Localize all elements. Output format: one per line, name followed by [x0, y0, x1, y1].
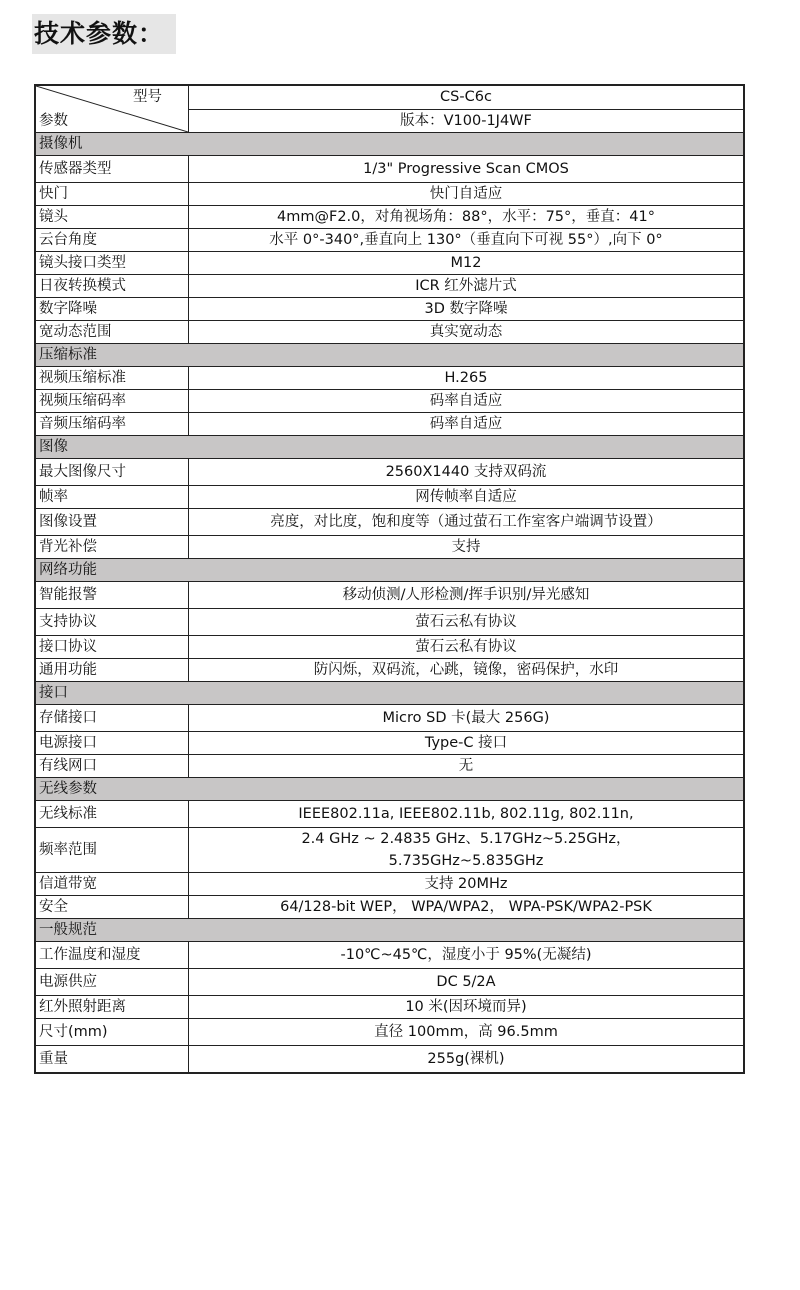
- section-row: [35, 133, 744, 156]
- spec-value: IEEE802.11a, IEEE802.11b, 802.11g, 802.11n,: [189, 801, 745, 828]
- spec-row: [35, 942, 744, 969]
- spec-row: [35, 367, 744, 390]
- spec-row: [35, 413, 744, 436]
- section-title: 摄像机: [35, 133, 744, 156]
- spec-row: [35, 459, 744, 486]
- spec-label: 快门: [35, 183, 189, 206]
- spec-value: 萤石云私有协议: [189, 609, 745, 636]
- spec-value: 防闪烁，双码流，心跳，镜像，密码保护，水印: [189, 659, 745, 682]
- spec-value: 码率自适应: [189, 413, 745, 436]
- spec-row: [35, 755, 744, 778]
- spec-value: 水平 0°-340°,垂直向上 130°（垂直向下可视 55°）,向下 0°: [189, 229, 745, 252]
- spec-value: 3D 数字降噪: [189, 298, 745, 321]
- header-corner-cell: [35, 85, 189, 133]
- corner-model-label: 型号: [133, 89, 162, 105]
- spec-label: 安全: [35, 896, 189, 919]
- spec-value: ICR 红外滤片式: [189, 275, 745, 298]
- spec-row: [35, 732, 744, 755]
- section-row: [35, 919, 744, 942]
- spec-row: [35, 873, 744, 896]
- spec-label: 传感器类型: [35, 156, 189, 183]
- spec-label: 工作温度和湿度: [35, 942, 189, 969]
- spec-value: 网传帧率自适应: [189, 486, 745, 509]
- spec-value: -10℃~45℃，湿度小于 95%(无凝结): [189, 942, 745, 969]
- spec-row: [35, 996, 744, 1019]
- spec-label: 尺寸(mm): [35, 1019, 189, 1046]
- spec-label: 频率范围: [35, 828, 189, 873]
- spec-value: Type-C 接口: [189, 732, 745, 755]
- spec-label: 视频压缩标准: [35, 367, 189, 390]
- spec-label: 信道带宽: [35, 873, 189, 896]
- spec-value: 255g(裸机): [189, 1046, 745, 1074]
- spec-value-line: 5.735GHz~5.835GHz: [388, 853, 544, 869]
- spec-row: [35, 229, 744, 252]
- section-row: [35, 682, 744, 705]
- spec-label: 红外照射距离: [35, 996, 189, 1019]
- spec-label: 重量: [35, 1046, 189, 1074]
- spec-value: 10 米(因环境而异): [189, 996, 745, 1019]
- spec-value: 亮度，对比度，饱和度等（通过萤石工作室客户端调节设置）: [189, 509, 745, 536]
- spec-value: 2560X1440 支持双码流: [189, 459, 745, 486]
- spec-label: 存储接口: [35, 705, 189, 732]
- spec-row: [35, 390, 744, 413]
- spec-row: [35, 636, 744, 659]
- section-row: [35, 778, 744, 801]
- spec-row: [35, 509, 744, 536]
- spec-row: [35, 659, 744, 682]
- page-title: 技术参数：: [32, 14, 176, 54]
- spec-row: [35, 828, 744, 873]
- spec-row: [35, 609, 744, 636]
- version-value: 版本：V100-1J4WF: [189, 109, 745, 133]
- spec-row: [35, 582, 744, 609]
- spec-value: 萤石云私有协议: [189, 636, 745, 659]
- spec-label: 支持协议: [35, 609, 189, 636]
- section-title: 网络功能: [35, 559, 744, 582]
- spec-row: [35, 1019, 744, 1046]
- section-title: 压缩标准: [35, 344, 744, 367]
- spec-row: [35, 896, 744, 919]
- spec-label: 有线网口: [35, 755, 189, 778]
- spec-row: [35, 321, 744, 344]
- spec-value: H.265: [189, 367, 745, 390]
- section-title: 接口: [35, 682, 744, 705]
- spec-label: 数字降噪: [35, 298, 189, 321]
- spec-value: [189, 828, 745, 873]
- spec-row: [35, 969, 744, 996]
- spec-value: 1/3" Progressive Scan CMOS: [189, 156, 745, 183]
- spec-table: [34, 84, 745, 1074]
- spec-label: 电源接口: [35, 732, 189, 755]
- spec-value-line: 2.4 GHz ~ 2.4835 GHz、5.17GHz~5.25GHz，: [301, 831, 631, 847]
- spec-label: 通用功能: [35, 659, 189, 682]
- spec-value: 无: [189, 755, 745, 778]
- spec-value: 移动侦测/人形检测/挥手识别/异光感知: [189, 582, 745, 609]
- header-row-model: [35, 85, 744, 109]
- spec-row: [35, 1046, 744, 1074]
- spec-row: [35, 298, 744, 321]
- spec-label: 无线标准: [35, 801, 189, 828]
- spec-value: 64/128-bit WEP， WPA/WPA2， WPA-PSK/WPA2-PSK: [189, 896, 745, 919]
- spec-value: 码率自适应: [189, 390, 745, 413]
- spec-row: [35, 156, 744, 183]
- section-title: 一般规范: [35, 919, 744, 942]
- spec-label: 接口协议: [35, 636, 189, 659]
- section-row: [35, 436, 744, 459]
- spec-value: Micro SD 卡(最大 256G): [189, 705, 745, 732]
- spec-label: 镜头接口类型: [35, 252, 189, 275]
- corner-param-label: 参数: [39, 113, 68, 129]
- spec-row: [35, 801, 744, 828]
- section-row: [35, 559, 744, 582]
- spec-label: 音频压缩码率: [35, 413, 189, 436]
- spec-label: 云台角度: [35, 229, 189, 252]
- spec-value: 直径 100mm，高 96.5mm: [189, 1019, 745, 1046]
- spec-value: 快门自适应: [189, 183, 745, 206]
- section-row: [35, 344, 744, 367]
- spec-table-body: [35, 85, 744, 1073]
- spec-label: 电源供应: [35, 969, 189, 996]
- spec-label: 日夜转换模式: [35, 275, 189, 298]
- spec-label: 图像设置: [35, 509, 189, 536]
- spec-value: 真实宽动态: [189, 321, 745, 344]
- spec-value: M12: [189, 252, 745, 275]
- spec-row: [35, 536, 744, 559]
- spec-label: 最大图像尺寸: [35, 459, 189, 486]
- spec-label: 镜头: [35, 206, 189, 229]
- spec-label: 背光补偿: [35, 536, 189, 559]
- spec-value: 4mm@F2.0，对角视场角：88°，水平：75°，垂直：41°: [189, 206, 745, 229]
- spec-row: [35, 486, 744, 509]
- spec-label: 视频压缩码率: [35, 390, 189, 413]
- spec-label: 宽动态范围: [35, 321, 189, 344]
- spec-row: [35, 206, 744, 229]
- model-value: CS-C6c: [189, 85, 745, 109]
- spec-row: [35, 705, 744, 732]
- spec-label: 帧率: [35, 486, 189, 509]
- spec-label: 智能报警: [35, 582, 189, 609]
- spec-value: DC 5/2A: [189, 969, 745, 996]
- section-title: 无线参数: [35, 778, 744, 801]
- spec-row: [35, 252, 744, 275]
- spec-row: [35, 183, 744, 206]
- spec-value: 支持: [189, 536, 745, 559]
- spec-row: [35, 275, 744, 298]
- spec-value: 支持 20MHz: [189, 873, 745, 896]
- section-title: 图像: [35, 436, 744, 459]
